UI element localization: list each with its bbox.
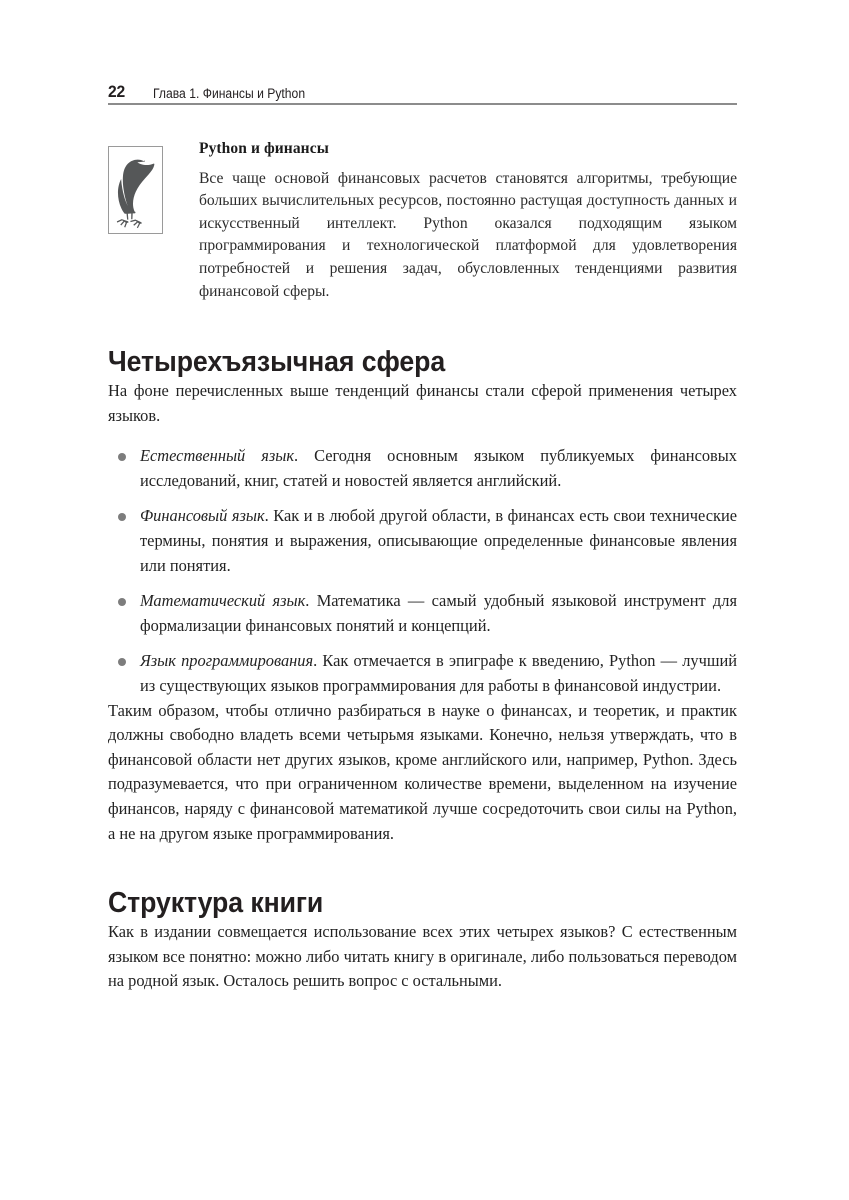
list-item-text: . Как отмечается в эпиграфе к введению, Python — лучший из существующих языков программирования для работы в финансовой индустрии.: [140, 651, 738, 695]
section-1-closing: Таким образом, чтобы отлично разбираться в науке о финансах, и теоретик, и практик должны свободно владеть всеми четырьмя языками. Конечно, нельзя утверждать, что в финансовой области нет других языков, кроме английского или, например, Python. Здесь подразумевается, что при ограниченном количестве времени, выделенном на изучение финансов, наряду с финансовой математикой лучше сосредоточить свои силы на Python, а не на другом языке программирования.: [108, 700, 737, 843]
note-title: Python и финансы: [199, 140, 329, 157]
list-item: [108, 444, 737, 493]
section-2: [108, 888, 737, 920]
section-2-intro: Как в издании совмещается использование всех этих четырех языков? С естественным языком все понятно: можно либо читать книгу в оригинале, либо пользоваться переводом на родной язык. Осталось решить вопрос с остальными.: [108, 922, 737, 991]
list-item: [108, 589, 737, 638]
list-item-term: Язык программирования: [140, 651, 314, 671]
header-divider: [108, 103, 737, 105]
bullet-icon: [118, 598, 126, 606]
note-text: Все чаще основой финансовых расчетов становятся алгоритмы, требующие больших вычислительных ресурсов, постоянно растущая доступность данных и искусственный интеллект. Python оказался подходящим языком программирования и технологической платформой для удовлетворения потребностей и решения задач, обусловленных тенденциями развития финансовой сферы.: [199, 169, 737, 300]
language-list: [108, 444, 737, 698]
chapter-title: Глава 1. Финансы и Python: [152, 85, 305, 101]
list-item-term: Финансовый язык: [140, 506, 265, 526]
section-heading-2: Структура книги: [108, 887, 324, 920]
list-item-term: Математический язык: [140, 591, 306, 611]
list-item-text: . Как и в любой другой области, в финансах есть свои технические термины, понятия и выражения, описывающие определенные финансовые явления или понятия.: [140, 506, 737, 575]
list-item: [108, 504, 737, 578]
crow-icon: [108, 146, 163, 234]
list-item-text: . Сегодня основным языком публикуемых финансовых исследований, книг, статей и новостей является английский.: [140, 446, 737, 490]
list-item-term: Естественный язык: [140, 446, 294, 466]
list-item: [108, 649, 737, 698]
section-heading-1: Четырехъязычная сфера: [108, 346, 446, 379]
note-callout: [108, 140, 737, 303]
note-body: [199, 140, 737, 303]
list-item-text: . Математика — самый удобный языковой инструмент для формализации финансовых понятий и концепций.: [140, 591, 737, 635]
running-head: [108, 72, 737, 100]
section-1: [108, 347, 737, 379]
bullet-icon: [118, 513, 126, 521]
bullet-icon: [118, 453, 126, 461]
content-column: [108, 140, 737, 994]
bullet-icon: [118, 658, 126, 666]
page-number: 22: [108, 82, 126, 101]
section-1-intro: На фоне перечисленных выше тенденций финансы стали сферой применения четырех языков.: [108, 381, 737, 425]
